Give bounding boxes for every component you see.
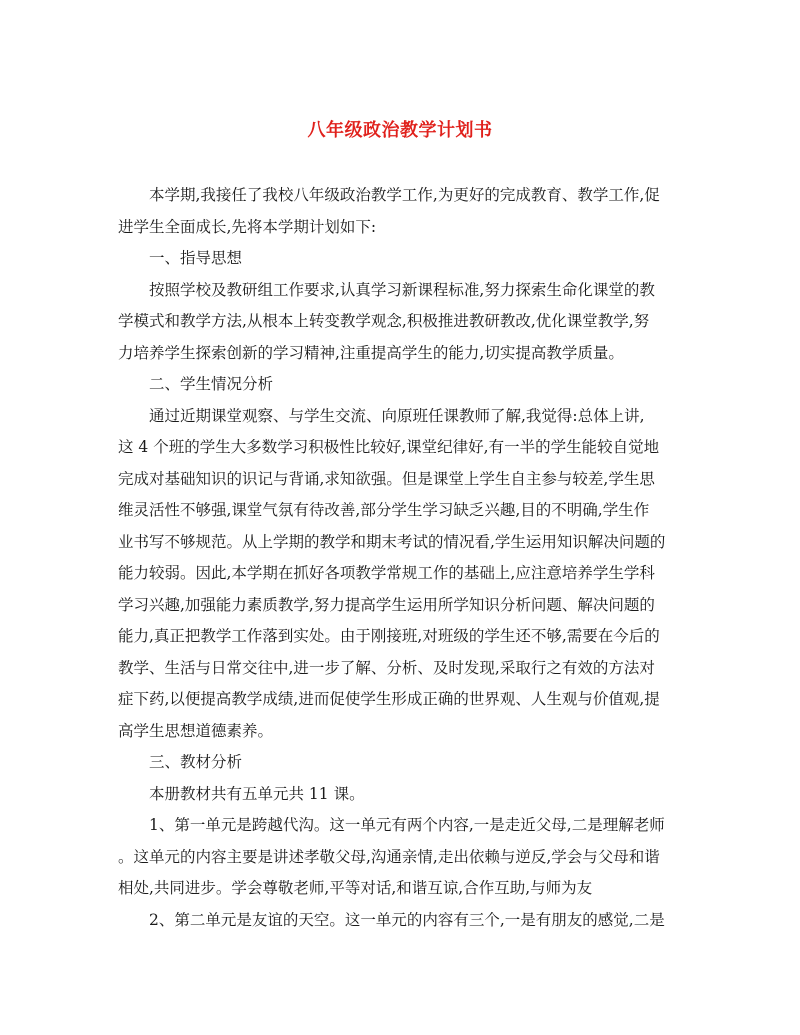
paragraph-line: 二、学生情况分析 xyxy=(149,375,274,393)
document-body xyxy=(118,180,684,936)
paragraph-line: 三、教材分析 xyxy=(149,753,243,771)
paragraph-line: 教学、生活与日常交往中,进一步了解、分析、及时发现,采取行之有效的方法对 xyxy=(118,658,655,677)
paragraph-line: 本学期,我接任了我校八年级政治教学工作,为更好的完成教育、教学工作,促 xyxy=(149,186,660,204)
paragraph-line: 本册教材共有五单元共 11 课。 xyxy=(149,784,365,803)
paragraph-line: 维灵活性不够强,课堂气氛有待改善,部分学生学习缺乏兴趣,目的不明确,学生作 xyxy=(118,501,650,519)
paragraph-line: 高学生思想道德素养。 xyxy=(118,721,274,740)
paragraph-line: 能力较弱。因此,本学期在抓好各项教学常规工作的基础上,应注意培养学生学科 xyxy=(118,564,655,582)
document-title: 八年级政治教学计划书 xyxy=(307,120,493,141)
paragraph-line: 力培养学生探索创新的学习精神,注重提高学生的能力,切实提高教学质量。 xyxy=(118,343,624,362)
paragraph-line: 症下药,以便提高教学成绩,进而促使学生形成正确的世界观、人生观与价值观,提 xyxy=(118,690,660,708)
paragraph-line: 完成对基础知识的识记与背诵,求知欲强。但是课堂上学生自主参与较差,学生思 xyxy=(118,469,655,488)
paragraph-line: 学模式和教学方法,从根本上转变教学观念,积极推进教研教改,优化课堂教学,努 xyxy=(118,312,650,330)
paragraph-line: 学习兴趣,加强能力素质教学,努力提高学生运用所学知识分析问题、解决问题的 xyxy=(118,595,655,614)
paragraph-line: 通过近期课堂观察、与学生交流、向原班任课教师了解,我觉得:总体上讲, xyxy=(149,406,645,425)
paragraph-line: 。这单元的内容主要是讲述孝敬父母,沟通亲情,走出依赖与逆反,学会与父母和谐 xyxy=(118,847,660,866)
paragraph-line: 一、指导思想 xyxy=(149,249,243,267)
paragraph-line: 1、第一单元是跨越代沟。这一单元有两个内容,一是走近父母,二是理解老师 xyxy=(149,816,665,834)
paragraph-line: 相处,共同进步。学会尊敬老师,平等对话,和谐互谅,合作互助,与师为友 xyxy=(118,879,593,897)
paragraph-line: 这 4 个班的学生大多数学习积极性比较好,课堂纪律好,有一半的学生能较自觉地 xyxy=(118,438,660,456)
paragraph-line: 2、第二单元是友谊的天空。这一单元的内容有三个,一是有朋友的感觉,二是 xyxy=(149,910,665,929)
paragraph-line: 业书写不够规范。从上学期的教学和期末考试的情况看,学生运用知识解决问题的 xyxy=(118,532,666,551)
paragraph-line: 能力,真正把教学工作落到实处。由于刚接班,对班级的学生还不够,需要在今后的 xyxy=(118,627,660,645)
paragraph-line: 进学生全面成长,先将本学期计划如下: xyxy=(118,217,377,236)
paragraph-line: 按照学校及教研组工作要求,认真学习新课程标准,努力探索生命化课堂的教 xyxy=(149,280,655,299)
